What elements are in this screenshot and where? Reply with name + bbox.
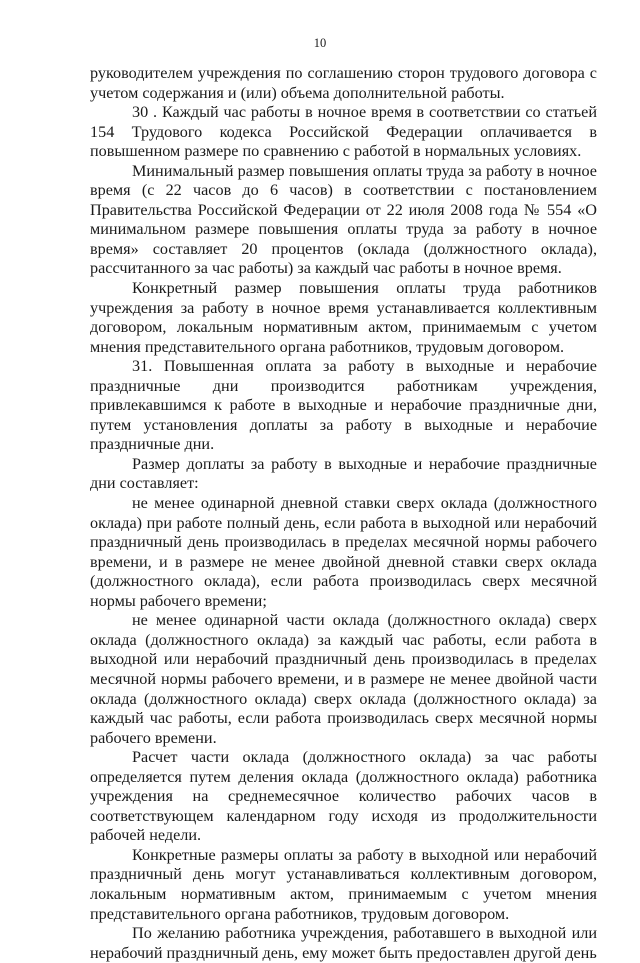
paragraph-specific-night-pay: Конкретный размер повышения оплаты труда работников учреждения за работу в ночное время устанавливается коллективным договором, локальным нормативным актом, принимаемым с учетом мнения представительного органа работников, трудовым договором. (90, 279, 597, 356)
paragraph-holiday-pay-hourly: не менее одинарной части оклада (должностного оклада) сверх оклада (должностного оклада) за каждый час работы, если работа в выходной или нерабочий праздничный день производилась в пределах месячной нормы рабочего времени, и в размере не менее двойной части оклада (должностного оклада) сверх оклада (должностного оклада) за каждый час работы, если работа производилась сверх месячной нормы рабочего времени. (90, 611, 597, 747)
paragraph-day-off-option: По желанию работника учреждения, работавшего в выходной или нерабочий праздничный день, ему может быть предоставлен другой день (90, 924, 597, 962)
paragraph-continuation: руководителем учреждения по соглашению сторон трудового договора с учетом содержания и (или) объема дополнительной работы. (90, 64, 597, 102)
paragraph-clause-31: 31. Повышенная оплата за работу в выходные и нерабочие праздничные дни производится работникам учреждения, привлекавшимся к работе в выходные и нерабочие праздничные дни, путем установления доплаты за работу в выходные и нерабочие праздничные дни. (90, 357, 597, 454)
paragraph-holiday-pay-size: Размер доплаты за работу в выходные и нерабочие праздничные дни составляет: (90, 454, 597, 493)
paragraph-holiday-pay-full-day: не менее одинарной дневной ставки сверх оклада (должностного оклада) при работе полный день, если работа в выходной или нерабочий праздничный день производилась в пределах месячной нормы рабочего времени, и в размере не менее двойной дневной ставки сверх оклада (должностного оклада), если работа производилась сверх месячной нормы рабочего времени; (90, 494, 597, 610)
page-number: 10 (313, 36, 327, 50)
paragraph-minimum-night-pay: Минимальный размер повышения оплаты труда за работу в ночное время (с 22 часов до 6 часов) в соответствии с постановлением Правительства Российской Федерации от 22 июля 2008 года № 554 «О минимальном размере повышения оплаты труда за работу в ночное время» составляет 20 процентов (оклада (должностного оклада), рассчитанного за час работы) за каждый час работы в ночное время. (90, 161, 597, 278)
paragraph-hourly-rate-calculation: Расчет части оклада (должностного оклада) за час работы определяется путем деления оклада (должностного оклада) работника учреждения на среднемесячное количество рабочих часов в соответствующем календарном году исходя из продолжительности рабочей недели. (90, 748, 597, 845)
paragraph-specific-holiday-pay: Конкретные размеры оплаты за работу в выходной или нерабочий праздничный день могут устанавливаться коллективным договором, локальным нормативным актом, принимаемым с учетом мнения представительного органа работников, трудовым договором. (90, 845, 597, 923)
document-body (90, 64, 597, 963)
paragraph-clause-30: 30 . Каждый час работы в ночное время в соответствии со статьей 154 Трудового кодекса Российской Федерации оплачивается в повышенном размере по сравнению с работой в нормальных условиях. (90, 103, 597, 161)
